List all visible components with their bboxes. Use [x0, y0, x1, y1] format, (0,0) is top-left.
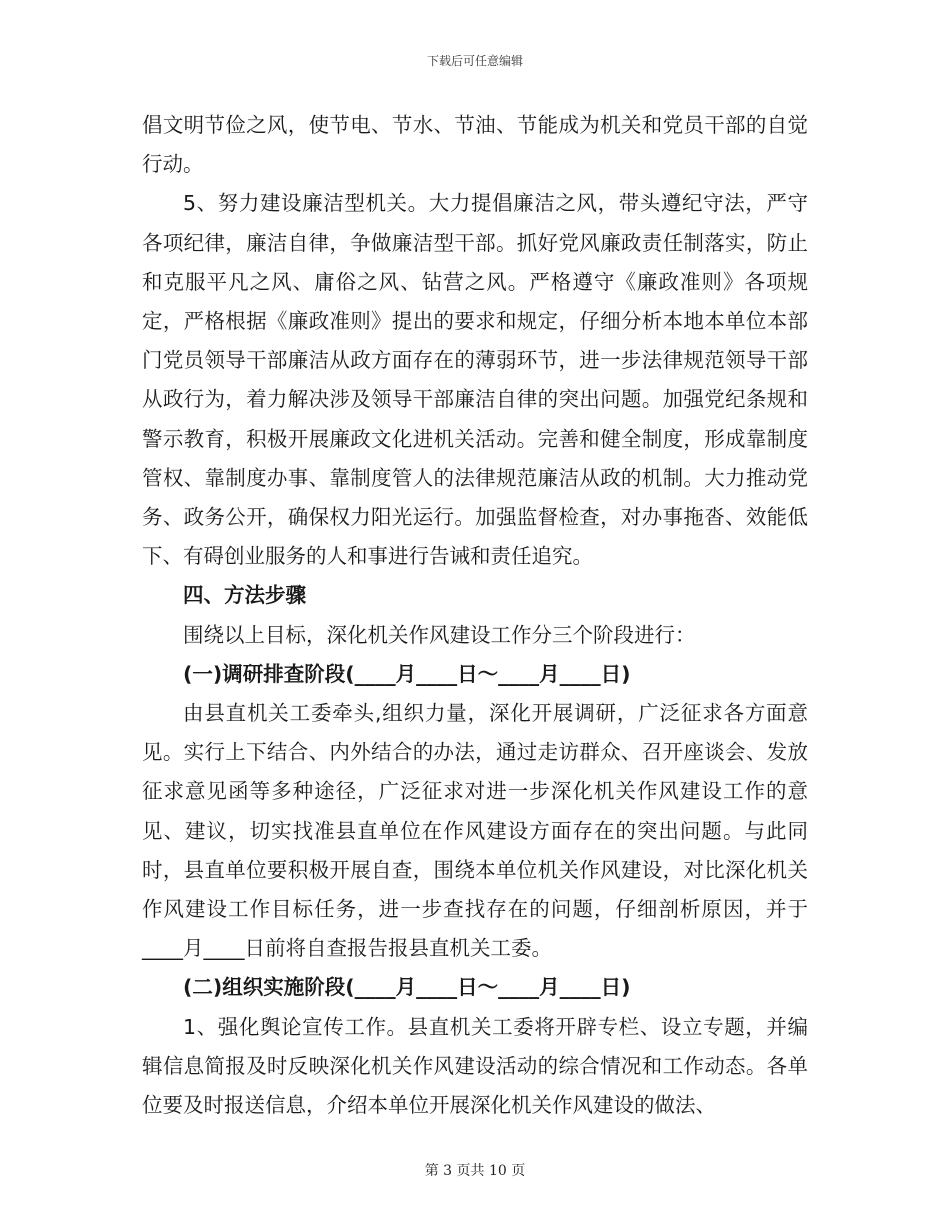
page-header-note: 下载后可任意编辑: [426, 54, 523, 68]
paragraph-integrity-organ: 5、努力建设廉洁型机关。大力提倡廉洁之风，带头遵纪守法，严守各项纪律，廉洁自律，争做廉洁型干部。抓好党风廉政责任制落实，防止和克服平凡之风、庸俗之风、钻营之风。严格遵守《廉政准则》各项规定，严格根据《廉政准则》提出的要求和规定，仔细分析本地本单位本部门党员领导干部廉洁从政方面存在的薄弱环节，进一步法律规范领导干部从政行为，着力解决涉及领导干部廉洁自律的突出问题。加强党纪条规和警示教育，积极开展廉政文化进机关活动。完善和健全制度，形成靠制度管权、靠制度办事、靠制度管人的法律规范廉洁从政的机制。大力推动党务、政务公开，确保权力阳光运行。加强监督检查，对办事拖沓、效能低下、有碍创业服务的人和事进行告诫和责任追究。: [142, 191, 808, 569]
paragraph-frugality: 倡文明节俭之风，使节电、节水、节油、节能成为机关和党员干部的自觉行动。: [142, 113, 808, 177]
paragraph-investigation: 由县直机关工委牵头,组织力量，深化开展调研，广泛征求各方面意见。实行上下结合、内外结合的办法，通过走访群众、召开座谈会、发放征求意见函等多种途径，广泛征求对进一步深化机关作风建设工作的意见、建议，切实找准县直单位在作风建设方面存在的突出问题。与此同时，县直单位要积极开展自查，围绕本单位机关作风建设，对比深化机关作风建设工作目标任务，进一步查找存在的问题，仔细剖析原因，并于____月____日前将自查报告报县直机关工委。: [142, 701, 808, 961]
phase-heading-implementation: (二)组织实施阶段(____月____日～____月____日): [183, 975, 631, 1000]
paragraph-publicity: 1、强化舆论宣传工作。县直机关工委将开辟专栏、设立专题，并编辑信息简报及时反映深化机关作风建设活动的综合情况和工作动态。各单位要及时报送信息，介绍本单位开展深化机关作风建设的做法、: [142, 1014, 808, 1118]
page-number: 第 3 页共 10 页: [424, 1163, 526, 1179]
phase-heading-investigation: (一)调研排查阶段(____月____日～____月____日): [183, 661, 631, 686]
document-body: [142, 106, 808, 1125]
section-heading-methods: 四、方法步骤: [183, 583, 306, 608]
paragraph-three-phases: 围绕以上目标，深化机关作风建设工作分三个阶段进行：: [183, 622, 696, 647]
